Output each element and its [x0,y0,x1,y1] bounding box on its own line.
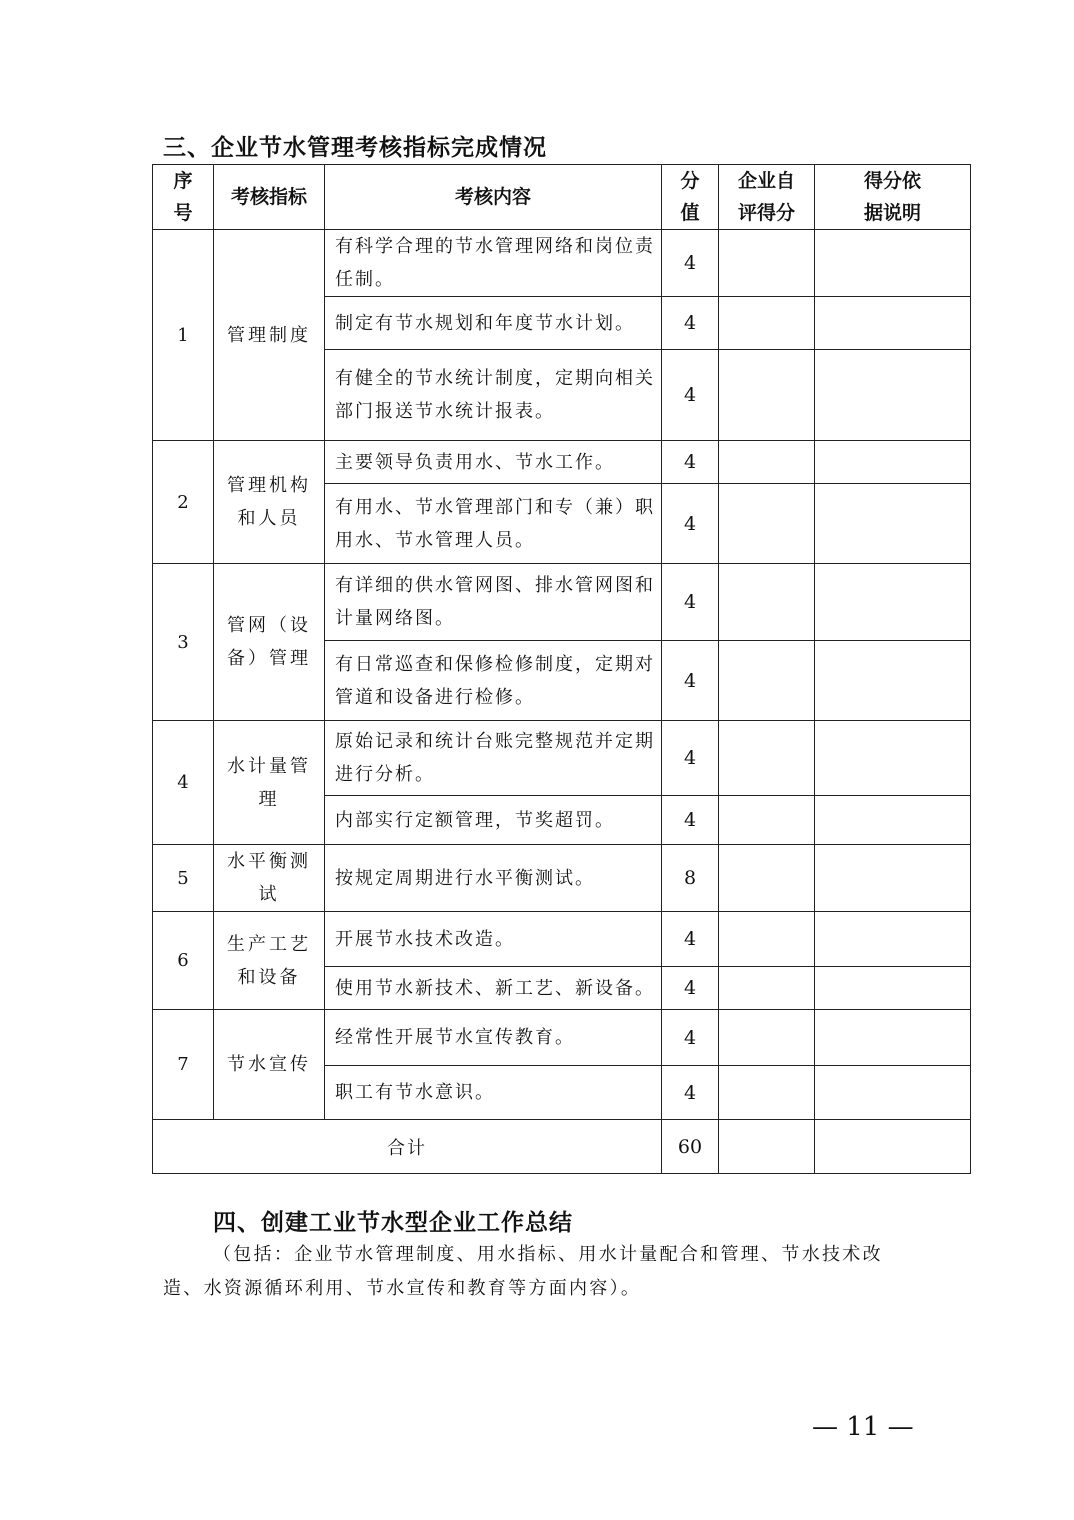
self-score-cell[interactable] [719,845,815,912]
content-cell: 内部实行定额管理，节奖超罚。 [325,796,662,845]
total-score: 60 [662,1120,719,1174]
indicator-cell: 管理机构和人员 [214,441,325,564]
indicator-cell: 管网（设备）管理 [214,564,325,721]
self-score-cell[interactable] [719,441,815,484]
table-row [153,912,971,967]
basis-cell[interactable] [815,350,971,441]
self-score-cell[interactable] [719,912,815,967]
header-seq: 序 号 [153,165,214,230]
self-score-cell[interactable] [719,967,815,1010]
score-cell: 4 [662,484,719,564]
self-score-cell[interactable] [719,1066,815,1120]
score-cell: 4 [662,1066,719,1120]
self-score-cell[interactable] [719,1010,815,1066]
self-score-cell[interactable] [719,796,815,845]
assessment-table [152,164,971,1174]
seq-cell: 7 [153,1010,214,1120]
seq-cell: 2 [153,441,214,564]
basis-cell[interactable] [815,641,971,721]
indicator-cell: 生产工艺和设备 [214,912,325,1010]
table-row [153,441,971,484]
table-header-row [153,165,971,230]
content-cell: 有健全的节水统计制度，定期向相关部门报送节水统计报表。 [325,350,662,441]
score-cell: 4 [662,721,719,796]
total-label: 合计 [153,1120,662,1174]
self-score-cell[interactable] [719,564,815,641]
basis-cell[interactable] [815,967,971,1010]
indicator-cell: 水平衡测试 [214,845,325,912]
table-row [153,1010,971,1066]
score-cell: 4 [662,796,719,845]
content-cell: 开展节水技术改造。 [325,912,662,967]
table-row [153,230,971,297]
table-row [153,564,971,641]
basis-cell[interactable] [815,484,971,564]
score-cell: 4 [662,564,719,641]
self-score-cell[interactable] [719,230,815,297]
score-cell: 4 [662,1010,719,1066]
basis-cell[interactable] [815,564,971,641]
total-basis-cell[interactable] [815,1120,971,1174]
content-cell: 职工有节水意识。 [325,1066,662,1120]
table-row [153,721,971,796]
basis-cell[interactable] [815,230,971,297]
content-cell: 制定有节水规划和年度节水计划。 [325,297,662,350]
total-self-score-cell[interactable] [719,1120,815,1174]
basis-cell[interactable] [815,796,971,845]
content-cell: 有日常巡查和保修检修制度，定期对管道和设备进行检修。 [325,641,662,721]
basis-cell[interactable] [815,721,971,796]
content-cell: 经常性开展节水宣传教育。 [325,1010,662,1066]
header-indicator: 考核指标 [214,165,325,230]
summary-title: 四、创建工业节水型企业工作总结 [213,1210,573,1236]
seq-cell: 4 [153,721,214,845]
basis-cell[interactable] [815,1066,971,1120]
basis-cell[interactable] [815,297,971,350]
header-self-score: 企业自 评得分 [719,165,815,230]
basis-cell[interactable] [815,441,971,484]
basis-cell[interactable] [815,1010,971,1066]
basis-cell[interactable] [815,845,971,912]
summary-note: （包括：企业节水管理制度、用水指标、用水计量配合和管理、节水技术改造、水资源循环利用、节水宣传和教育等方面内容）。 [163,1244,883,1299]
indicator-cell: 管理制度 [214,230,325,441]
self-score-cell[interactable] [719,641,815,721]
self-score-cell[interactable] [719,297,815,350]
section-title: 三、企业节水管理考核指标完成情况 [163,135,547,161]
self-score-cell[interactable] [719,721,815,796]
content-cell: 有用水、节水管理部门和专（兼）职用水、节水管理人员。 [325,484,662,564]
content-cell: 原始记录和统计台账完整规范并定期进行分析。 [325,721,662,796]
header-score: 分 值 [662,165,719,230]
self-score-cell[interactable] [719,350,815,441]
score-cell: 4 [662,967,719,1010]
score-cell: 4 [662,441,719,484]
indicator-cell: 水计量管理 [214,721,325,845]
score-cell: 4 [662,912,719,967]
score-cell: 4 [662,641,719,721]
header-content: 考核内容 [325,165,662,230]
indicator-cell: 节水宣传 [214,1010,325,1120]
header-basis: 得分依 据说明 [815,165,971,230]
score-cell: 4 [662,297,719,350]
seq-cell: 5 [153,845,214,912]
content-cell: 有科学合理的节水管理网络和岗位责任制。 [325,230,662,297]
content-cell: 有详细的供水管网图、排水管网图和计量网络图。 [325,564,662,641]
table-row [153,845,971,912]
seq-cell: 1 [153,230,214,441]
page-number: — 11 — [812,1412,914,1442]
basis-cell[interactable] [815,912,971,967]
self-score-cell[interactable] [719,484,815,564]
score-cell: 4 [662,230,719,297]
content-cell: 主要领导负责用水、节水工作。 [325,441,662,484]
score-cell: 4 [662,350,719,441]
seq-cell: 3 [153,564,214,721]
score-cell: 8 [662,845,719,912]
content-cell: 使用节水新技术、新工艺、新设备。 [325,967,662,1010]
content-cell: 按规定周期进行水平衡测试。 [325,845,662,912]
seq-cell: 6 [153,912,214,1010]
total-row [153,1120,971,1174]
